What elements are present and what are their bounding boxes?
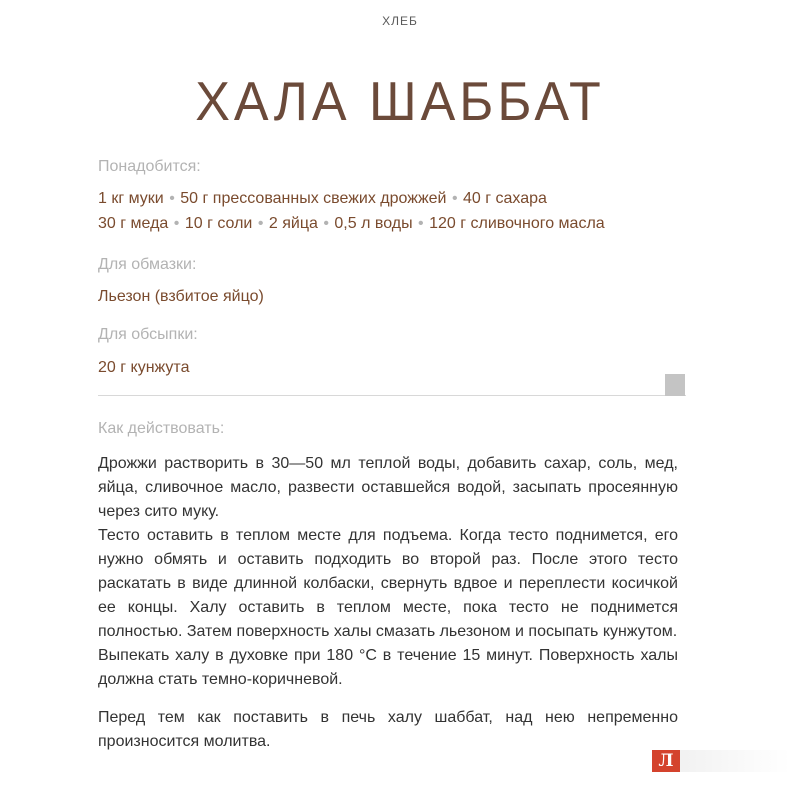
topping-heading: Для обсыпки: bbox=[98, 326, 198, 343]
divider bbox=[98, 395, 686, 396]
ingredients-heading: Понадобится: bbox=[98, 158, 201, 175]
method-paragraph: Выпекать халу в духовке при 180 °C в течение 15 минут. Поверхность халы должна стать темно-коричневой. bbox=[98, 647, 678, 688]
bullet-icon: • bbox=[257, 215, 264, 232]
publisher-logo: Л bbox=[652, 750, 680, 772]
glaze-text: Льезон (взбитое яйцо) bbox=[98, 288, 264, 305]
method-paragraph: Перед тем как поставить в печь халу шаббат, над нею непременно произносится молитва. bbox=[98, 709, 678, 750]
ingredient-item: 50 г прессованных свежих дрожжей bbox=[180, 190, 447, 207]
section-label: ХЛЕБ bbox=[382, 14, 418, 28]
ingredient-item: 120 г сливочного масла bbox=[429, 215, 605, 232]
ingredient-item: 10 г соли bbox=[184, 215, 253, 232]
bullet-icon: • bbox=[451, 190, 458, 207]
ingredient-item: 0,5 л воды bbox=[334, 215, 413, 232]
topping-text: 20 г кунжута bbox=[98, 359, 190, 376]
page-title: ХАЛА ШАББАТ bbox=[195, 71, 605, 133]
method-paragraph: Тесто оставить в теплом месте для подъема. Когда тесто поднимется, его нужно обмять и оставить подходить во второй раз. После этого тесто раскатать в виде длинной колбаски, свернуть вдвое и переплести косичкой ее концы. Халу оставить в теплом месте, пока тесто не поднимется полностью. Затем поверхность халы смазать льезоном и посыпать кунжутом. bbox=[98, 527, 678, 640]
ingredient-item: 1 кг муки bbox=[98, 190, 164, 207]
divider-marker bbox=[665, 374, 685, 396]
bullet-icon: • bbox=[169, 190, 175, 207]
ingredients-line-1 bbox=[98, 186, 547, 211]
method-paragraph: Дрожжи растворить в 30—50 мл теплой воды, добавить сахар, соль, мед, яйца, сливочное масло, развести оставшейся водой, засыпать просеянную через сито муку. bbox=[98, 455, 678, 520]
ingredient-item: 30 г меда bbox=[98, 215, 169, 232]
ingredients-line-2 bbox=[98, 211, 605, 236]
bullet-icon: • bbox=[418, 215, 424, 232]
bullet-icon: • bbox=[173, 215, 180, 232]
ingredient-item: 2 яйца bbox=[268, 215, 318, 232]
logo-watermark bbox=[680, 750, 790, 772]
ingredient-item: 40 г сахара bbox=[463, 190, 547, 207]
bullet-icon: • bbox=[323, 215, 329, 232]
glaze-heading: Для обмазки: bbox=[98, 256, 197, 273]
method-heading: Как действовать: bbox=[98, 420, 225, 437]
method-text bbox=[98, 452, 678, 754]
